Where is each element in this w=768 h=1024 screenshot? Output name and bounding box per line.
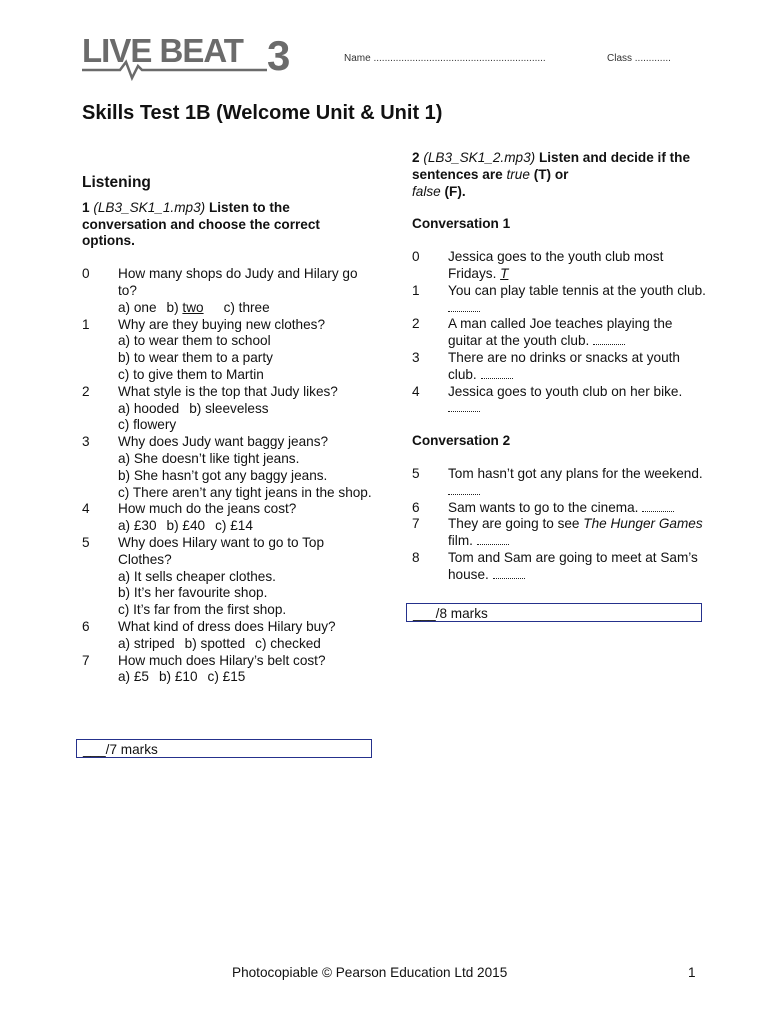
marks-box-ex1[interactable]: ___/7 marks (76, 739, 372, 758)
option[interactable]: b) spotted (184, 635, 246, 651)
statement-7: 7 They are going to see The Hunger Games film. (412, 516, 703, 549)
answer-blank[interactable] (481, 367, 513, 379)
conversation-1-heading: Conversation 1 (412, 216, 511, 232)
option[interactable]: b) £40 (166, 518, 206, 534)
option[interactable]: a) to wear them to school (118, 333, 271, 349)
question-7: 7 How much does Hilary’s belt cost? a) £5 b) £10 c) £15 (82, 652, 326, 685)
exercise-2 (412, 150, 708, 584)
option[interactable]: a) It sells cheaper clothes. (118, 568, 276, 584)
option[interactable]: c) £15 (207, 669, 246, 685)
exercise-1 (82, 175, 372, 686)
answer-blank[interactable] (493, 567, 525, 579)
statement-1: 1 You can play table tennis at the youth club. (412, 283, 708, 317)
answer-blank[interactable] (448, 400, 480, 412)
page-title: Skills Test 1B (Welcome Unit & Unit 1) (82, 102, 443, 124)
conversation-2-heading: Conversation 2 (412, 433, 511, 449)
option[interactable]: c) to give them to Martin (118, 366, 264, 382)
option[interactable]: c) checked (255, 635, 321, 651)
option[interactable]: c) There aren’t any tight jeans in the shop. (118, 484, 372, 500)
exercise-2-instruction: 2 (LB3_SK1_2.mp3) Listen and decide if the sentences are true (T) or false (F). (412, 150, 691, 199)
marks-box-ex2[interactable]: ___/8 marks (406, 603, 702, 622)
question-4: 4 How much do the jeans cost? a) £30 b) £40 c) £14 (82, 501, 297, 534)
answer-blank[interactable] (593, 333, 625, 345)
question-5: 5 Why does Hilary want to go to Top Clothes? a) It sells cheaper clothes. b) It’s her favourite shop. c) It’s far from the first shop. (82, 535, 372, 619)
live-beat-logo (82, 30, 302, 82)
option[interactable]: c) £14 (215, 518, 253, 534)
statement-2: 2 A man called Joe teaches playing the guitar at the youth club. (412, 316, 673, 349)
option[interactable]: b) She hasn’t got any baggy jeans. (118, 467, 328, 483)
statement-5: 5 Tom hasn’t got any plans for the weekend. (412, 466, 708, 500)
question-3: 3 Why does Judy want baggy jeans? a) She doesn’t like tight jeans. b) She hasn’t got any baggy jeans. c) There aren’t any tight jeans in the shop. (82, 434, 372, 500)
question-0: 0 How many shops do Judy and Hilary go to? a) one b) two c) three (82, 266, 358, 315)
section-heading-listening: Listening (82, 174, 151, 191)
statement-8: 8 Tom and Sam are going to meet at Sam’s house. (412, 549, 698, 582)
option[interactable]: b) sleeveless (189, 400, 269, 416)
question-6: 6 What kind of dress does Hilary buy? a) striped b) spotted c) checked (82, 618, 336, 651)
copyright-footer: Photocopiable © Pearson Education Ltd 2015 (232, 965, 508, 980)
statement-0: 0 Jessica goes to the youth club most Fridays. T (412, 249, 664, 281)
answer-blank[interactable] (448, 483, 480, 495)
answer-blank[interactable] (448, 300, 480, 312)
name-field[interactable]: Name .............................................................. (344, 53, 546, 64)
statement-6: 6 Sam wants to go to the cinema. (412, 500, 708, 517)
option[interactable]: a) She doesn’t like tight jeans. (118, 450, 300, 466)
answer-blank[interactable] (642, 500, 674, 512)
option[interactable]: a) striped (118, 635, 175, 651)
option[interactable]: a) £5 (118, 669, 149, 685)
exercise-1-instruction: 1 (LB3_SK1_1.mp3) Listen to the conversation and choose the correct options. (82, 199, 320, 249)
answer-blank[interactable] (477, 533, 509, 545)
option[interactable]: a) £30 (118, 518, 157, 534)
svg-text:3: 3 (267, 32, 291, 79)
svg-text:LIVE BEAT: LIVE BEAT (82, 32, 243, 69)
page-number: 1 (688, 965, 696, 980)
option[interactable]: c) flowery (118, 417, 177, 433)
question-2: 2 What style is the top that Judy likes? a) hooded b) sleeveless c) flowery (82, 384, 372, 434)
example-answer: T (500, 265, 509, 281)
option[interactable]: b) to wear them to a party (118, 350, 273, 366)
class-field[interactable]: Class ............. (607, 53, 671, 64)
statement-3: 3 There are no drinks or snacks at youth club. (412, 349, 680, 382)
option[interactable]: b) It’s her favourite shop. (118, 585, 268, 601)
option[interactable]: c) It’s far from the first shop. (118, 602, 287, 618)
option[interactable]: a) hooded (118, 400, 180, 416)
statement-4: 4 Jessica goes to youth club on her bike. (412, 384, 708, 418)
question-1: 1 Why are they buying new clothes? a) to wear them to school b) to wear them to a party c) to give them to Martin (82, 317, 372, 384)
example-answer: two (182, 299, 204, 315)
option[interactable]: b) £10 (158, 669, 198, 685)
